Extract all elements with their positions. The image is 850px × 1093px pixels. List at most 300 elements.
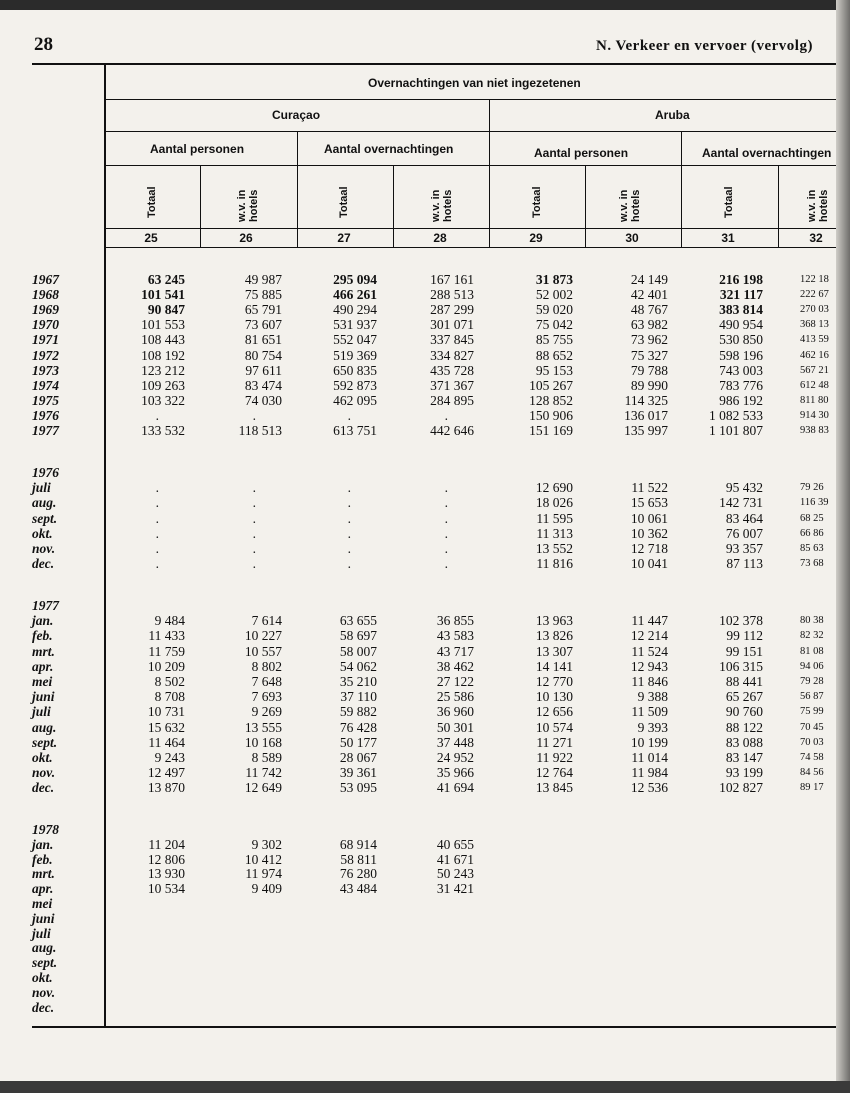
table-cell: 743 003	[719, 362, 763, 378]
table-cell: 75 327	[630, 347, 668, 363]
table-cell: 435 728	[430, 362, 474, 378]
table-cell: 63 245	[147, 272, 185, 287]
table-cell: .	[252, 480, 256, 496]
table-cell: 84 56	[800, 767, 824, 779]
table-cell: .	[444, 480, 448, 496]
table-cell: 103 322	[141, 392, 185, 408]
table-cell: 519 369	[333, 347, 377, 363]
table-cell: 10 061	[630, 510, 668, 526]
table-cell: .	[347, 525, 351, 541]
table-cell: 11 509	[631, 704, 668, 720]
row-label: 1969	[32, 302, 59, 318]
row-label: 1975	[32, 392, 59, 408]
table-cell: 11 313	[536, 525, 573, 541]
table-cell: 12 497	[147, 765, 185, 781]
row-label: 1976	[32, 407, 59, 423]
table-cell: 13 555	[244, 719, 282, 735]
col30-head: w.v. in hotels	[618, 189, 642, 222]
table-cell: 82 32	[800, 630, 824, 642]
row-label: feb.	[32, 628, 53, 644]
table-cell: 321 117	[719, 287, 763, 303]
table-cell: 10 534	[147, 881, 185, 897]
table-cell: 12 770	[535, 674, 573, 689]
table-cell: 8 589	[251, 750, 282, 765]
table-cell: 9 388	[637, 689, 668, 705]
table-cell: 12 649	[244, 780, 282, 796]
row-label: 1974	[32, 377, 59, 393]
table-cell: 102 827	[719, 780, 763, 796]
table-cell: 108 443	[141, 332, 185, 348]
table-cell: 12 806	[147, 851, 185, 867]
row-label: mrt.	[32, 866, 55, 882]
divider-col27-28	[393, 165, 394, 247]
table-cell: 31 421	[436, 881, 474, 897]
table-cell: 11 816	[536, 556, 573, 572]
row-label: sept.	[32, 734, 58, 750]
table-cell: 13 552	[535, 541, 573, 556]
table-cell: 105 267	[529, 377, 573, 393]
row-label: mei	[32, 674, 53, 689]
table-cell: 592 873	[333, 377, 377, 393]
table-cell: .	[155, 495, 159, 511]
table-cell: 11 271	[536, 734, 573, 750]
table-cell: 79 26	[800, 482, 824, 494]
row-label: juli	[32, 925, 51, 941]
table-cell: 59 882	[339, 704, 377, 720]
row-label: 1977	[32, 423, 59, 438]
col28-head: w.v. in hotels	[430, 189, 454, 222]
table-cell: 11 922	[536, 750, 573, 765]
table-cell: 15 653	[630, 495, 668, 511]
table-cell: 50 243	[436, 866, 474, 882]
table-cell: 63 655	[339, 613, 377, 629]
table-cell: 10 199	[630, 734, 668, 750]
table-cell: 490 954	[719, 317, 763, 333]
table-cell: 7 614	[251, 613, 282, 629]
table-cell: 48 767	[630, 302, 668, 318]
table-cell: 371 367	[430, 377, 474, 393]
table-cell: 43 583	[436, 628, 474, 644]
table-cell: 11 464	[148, 734, 185, 750]
table-cell: 80 754	[244, 347, 282, 363]
row-label: 1968	[32, 287, 59, 303]
table-cell: 567 21	[800, 364, 829, 376]
scan-right-edge	[836, 0, 850, 1093]
col27-head: Totaal	[338, 186, 350, 218]
table-cell: 11 447	[631, 613, 668, 629]
table-cell: .	[444, 541, 448, 556]
table-cell: 11 974	[245, 866, 282, 882]
row-label: 1970	[32, 317, 59, 333]
table-cell: 83 464	[725, 510, 763, 526]
table-cell: 95 432	[725, 480, 763, 496]
table-cell: 612 48	[800, 379, 829, 391]
table-cell: 93 199	[725, 765, 763, 781]
table-cell: 24 952	[436, 750, 474, 765]
row-label: mei	[32, 896, 53, 911]
table-cell: 58 007	[339, 643, 377, 659]
table-cell: 13 826	[535, 628, 573, 644]
table-cell: 35 966	[436, 765, 474, 781]
table-cell: .	[155, 556, 159, 572]
table-cell: 38 462	[436, 658, 474, 674]
table-cell: 89 990	[630, 377, 668, 393]
row-label: dec.	[32, 780, 55, 796]
table-cell: 216 198	[719, 272, 763, 287]
table-cell: 66 86	[800, 527, 824, 539]
table-cell: 73 68	[800, 558, 824, 570]
table-cell: 65 791	[244, 302, 282, 318]
table-cell: .	[347, 556, 351, 572]
table-cell: 65 267	[725, 689, 763, 705]
table-cell: 75 042	[535, 317, 573, 333]
table-cell: 81 651	[244, 332, 282, 348]
table-cell: 79 28	[800, 676, 824, 687]
table-cell: 85 755	[535, 332, 573, 348]
row-label: 1976	[32, 465, 59, 480]
table-cell: 11 759	[148, 643, 185, 659]
table-cell: 74 030	[244, 392, 282, 408]
table-cell: 52 002	[535, 287, 573, 303]
row-label: aug.	[32, 940, 57, 956]
table-cell: 95 153	[535, 362, 573, 378]
table-cell: 68 914	[339, 836, 377, 852]
table-cell: 123 212	[141, 362, 185, 378]
cur-aantal-overnachtingen: Aantal overnachtingen	[324, 142, 454, 156]
table-cell: 10 557	[244, 643, 282, 659]
table-cell: 301 071	[430, 317, 474, 333]
row-label: mrt.	[32, 643, 55, 659]
table-cell: 81 08	[800, 645, 824, 657]
table-cell: 74 58	[800, 752, 824, 763]
row-label: 1967	[32, 272, 59, 287]
table-cell: 11 984	[631, 765, 668, 781]
rule-under-col-numbers	[106, 247, 836, 248]
table-cell: 90 847	[147, 302, 185, 318]
table-cell: 68 25	[800, 512, 824, 524]
row-label: apr.	[32, 881, 54, 897]
table-cell: 88 441	[725, 674, 763, 689]
table-cell: 8 802	[251, 658, 282, 674]
table-cell: 530 850	[719, 332, 763, 348]
table-cell: 295 094	[333, 272, 377, 287]
col25-head: Totaal	[146, 186, 158, 218]
table-cell: 938 83	[800, 425, 829, 436]
table-cell: 10 412	[244, 851, 282, 867]
divider-col25-26	[200, 165, 201, 247]
row-label: jan.	[32, 836, 54, 852]
table-cell: 59 020	[535, 302, 573, 318]
table-cell: 58 697	[339, 628, 377, 644]
main-header: Overnachtingen van niet ingezetenen	[368, 76, 581, 90]
table-cell: .	[347, 541, 351, 556]
row-label: juni	[32, 910, 55, 926]
table-cell: 12 536	[630, 780, 668, 796]
table-cell: 9 302	[251, 836, 282, 852]
table-cell: 11 014	[631, 750, 668, 765]
table-cell: 14 141	[535, 658, 573, 674]
table-cell: .	[444, 407, 448, 423]
table-cell: 12 656	[535, 704, 573, 720]
aruba-header: Aruba	[655, 108, 690, 122]
table-cell: 442 646	[430, 423, 474, 438]
table-cell: 118 513	[238, 423, 282, 438]
row-label: nov.	[32, 984, 56, 1000]
row-label: sept.	[32, 510, 58, 526]
curacao-header: Curaçao	[272, 108, 321, 122]
divider-curacao-aruba	[489, 99, 490, 247]
rule-under-island-header	[106, 131, 836, 132]
row-label: dec.	[32, 556, 55, 572]
table-cell: 88 652	[535, 347, 573, 363]
table-cell: 88 122	[725, 719, 763, 735]
table-cell: 613 751	[333, 423, 377, 438]
table-cell: 9 409	[251, 881, 282, 897]
table-cell: 135 997	[624, 423, 668, 438]
table-cell: 13 870	[147, 780, 185, 796]
table-cell: 99 112	[726, 628, 763, 644]
table-cell: 222 67	[800, 289, 829, 301]
table-cell: 7 693	[251, 689, 282, 705]
table-cell: 76 280	[339, 866, 377, 882]
table-cell: 8 502	[154, 674, 185, 689]
table-cell: 35 210	[339, 674, 377, 689]
row-label: apr.	[32, 658, 54, 674]
table-cell: 531 937	[333, 317, 377, 333]
row-label: jan.	[32, 613, 54, 629]
table-cell: 11 524	[631, 643, 668, 659]
table-cell: 413 59	[800, 334, 829, 346]
table-cell: 11 522	[631, 480, 668, 496]
table-cell: 11 204	[148, 836, 185, 852]
table-cell: 811 80	[800, 394, 829, 406]
table-cell: 368 13	[800, 319, 829, 331]
col26-head: w.v. in hotels	[236, 189, 260, 222]
table-top-rule	[32, 63, 836, 65]
table-cell: 37 448	[436, 734, 474, 750]
row-label: okt.	[32, 750, 53, 765]
table-cell: 284 895	[430, 392, 474, 408]
table-cell: 27 122	[436, 674, 474, 689]
table-cell: .	[444, 525, 448, 541]
table-cell: 83 474	[244, 377, 282, 393]
table-cell: 11 433	[148, 628, 185, 644]
table-cell: 337 845	[430, 332, 474, 348]
col-number: 25	[144, 231, 158, 245]
table-cell: 10 731	[147, 704, 185, 720]
table-cell: 56 87	[800, 691, 824, 703]
table-cell: 136 017	[624, 407, 668, 423]
table-cell: .	[444, 510, 448, 526]
table-cell: 70 45	[800, 721, 824, 733]
row-label: dec.	[32, 999, 55, 1015]
aru-aantal-personen: Aantal personen	[534, 146, 629, 160]
table-cell: 37 110	[340, 689, 377, 705]
col-number: 29	[529, 231, 543, 245]
table-cell: 1 101 807	[709, 423, 763, 438]
table-cell: .	[347, 495, 351, 511]
table-cell: 41 671	[436, 851, 474, 867]
table-cell: 75 99	[800, 706, 824, 718]
table-cell: 10 574	[535, 719, 573, 735]
table-cell: 25 586	[436, 689, 474, 705]
row-label: aug.	[32, 495, 57, 511]
table-cell: 70 03	[800, 736, 824, 748]
table-cell: 650 835	[333, 362, 377, 378]
table-cell: 50 177	[339, 734, 377, 750]
table-cell: .	[252, 495, 256, 511]
stub-divider	[104, 63, 106, 1026]
table-cell: 10 362	[630, 525, 668, 541]
table-cell: 101 541	[141, 287, 185, 303]
table-cell: 13 845	[535, 780, 573, 796]
divider-col31-32	[778, 165, 779, 247]
table-cell: 270 03	[800, 304, 829, 316]
table-cell: 9 484	[154, 613, 185, 629]
row-label: 1977	[32, 598, 59, 613]
table-cell: .	[252, 556, 256, 572]
table-cell: 12 943	[630, 658, 668, 674]
table-cell: 9 243	[154, 750, 185, 765]
table-cell: 58 811	[340, 851, 377, 867]
table-cell: 83 088	[725, 734, 763, 750]
row-label: juli	[32, 704, 51, 720]
table-cell: 76 428	[339, 719, 377, 735]
col-number: 27	[337, 231, 351, 245]
table-cell: 12 214	[630, 628, 668, 644]
table-cell: 1 082 533	[709, 407, 763, 423]
table-cell: 287 299	[430, 302, 474, 318]
table-cell: 12 690	[535, 480, 573, 496]
divider-aru-groups	[681, 131, 682, 247]
table-cell: 151 169	[529, 423, 573, 438]
table-cell: 18 026	[535, 495, 573, 511]
row-label: 1972	[32, 347, 59, 363]
table-cell: 167 161	[430, 272, 474, 287]
table-cell: 383 814	[719, 302, 763, 318]
table-cell: .	[155, 480, 159, 496]
table-cell: 462 095	[333, 392, 377, 408]
table-cell: 73 962	[630, 332, 668, 348]
table-cell: .	[252, 541, 256, 556]
table-cell: 9 393	[637, 719, 668, 735]
table-cell: 83 147	[725, 750, 763, 765]
table-cell: 90 760	[725, 704, 763, 720]
row-label: juli	[32, 480, 51, 496]
table-cell: 94 06	[800, 660, 824, 672]
table-cell: 914 30	[800, 409, 829, 421]
table-cell: 783 776	[719, 377, 763, 393]
table-cell: 49 987	[244, 272, 282, 287]
table-cell: 7 648	[251, 674, 282, 689]
table-cell: 101 553	[141, 317, 185, 333]
table-cell: 15 632	[147, 719, 185, 735]
rule-under-group-header	[106, 165, 836, 166]
table-cell: 13 307	[535, 643, 573, 659]
rule-above-col-numbers	[106, 228, 836, 229]
table-cell: 11 742	[245, 765, 282, 781]
cur-aantal-personen: Aantal personen	[150, 142, 245, 156]
table-cell: 12 764	[535, 765, 573, 781]
table-cell: 462 16	[800, 349, 829, 361]
row-label: sept.	[32, 955, 58, 971]
table-cell: .	[347, 510, 351, 526]
table-cell: 87 113	[726, 556, 763, 572]
col-number: 28	[433, 231, 447, 245]
table-cell: 552 047	[333, 332, 377, 348]
row-label: nov.	[32, 541, 56, 556]
table-cell: 89 17	[800, 782, 824, 794]
col-number: 32	[809, 231, 823, 245]
page-number: 28	[34, 34, 53, 55]
col31-head: Totaal	[723, 186, 735, 218]
aru-aantal-overnachtingen: Aantal overnachtingen	[702, 146, 832, 160]
table-cell: .	[252, 525, 256, 541]
table-cell: 466 261	[333, 287, 377, 303]
table-cell: 288 513	[430, 287, 474, 303]
table-cell: 36 960	[436, 704, 474, 720]
table-cell: .	[155, 525, 159, 541]
row-label: 1973	[32, 362, 59, 378]
table-cell: 76 007	[725, 525, 763, 541]
table-cell: 106 315	[719, 658, 763, 674]
table-cell: 598 196	[719, 347, 763, 363]
table-cell: 28 067	[339, 750, 377, 765]
table-cell: 108 192	[141, 347, 185, 363]
table-cell: 986 192	[719, 392, 763, 408]
table-cell: 114 325	[624, 392, 668, 408]
table-cell: 10 130	[535, 689, 573, 705]
table-cell: 102 378	[719, 613, 763, 629]
table-cell: .	[347, 407, 351, 423]
table-cell: .	[347, 480, 351, 496]
table-cell: 40 655	[436, 836, 474, 852]
col-number: 31	[721, 231, 735, 245]
table-cell: 133 532	[141, 423, 185, 438]
table-cell: 10 041	[630, 556, 668, 572]
col29-head: Totaal	[531, 186, 543, 218]
table-cell: 9 269	[251, 704, 282, 720]
table-cell: 24 149	[630, 272, 668, 287]
table-cell: 12 718	[630, 541, 668, 556]
running-head: N. Verkeer en vervoer (vervolg)	[596, 38, 813, 54]
table-cell: 41 694	[436, 780, 474, 796]
table-cell: 31 873	[535, 272, 573, 287]
table-cell: 150 906	[529, 407, 573, 423]
table-cell: 39 361	[339, 765, 377, 781]
table-cell: 75 885	[244, 287, 282, 303]
table-cell: .	[444, 556, 448, 572]
row-label: okt.	[32, 525, 53, 541]
table-cell: 13 930	[147, 866, 185, 882]
table-cell: 116 39	[800, 497, 829, 509]
table-cell: 334 827	[430, 347, 474, 363]
row-label: feb.	[32, 851, 53, 867]
table-cell: 80 38	[800, 615, 824, 627]
table-cell: 54 062	[339, 658, 377, 674]
table-cell: 93 357	[725, 541, 763, 556]
divider-cur-groups	[297, 131, 298, 247]
table-cell: .	[155, 541, 159, 556]
table-cell: 142 731	[719, 495, 763, 511]
table-cell: .	[444, 495, 448, 511]
table-cell: 53 095	[339, 780, 377, 796]
row-label: nov.	[32, 765, 56, 781]
scan-bottom-edge	[0, 1081, 850, 1093]
table-cell: 490 294	[333, 302, 377, 318]
table-cell: 10 209	[147, 658, 185, 674]
table-cell: 97 611	[245, 362, 282, 378]
